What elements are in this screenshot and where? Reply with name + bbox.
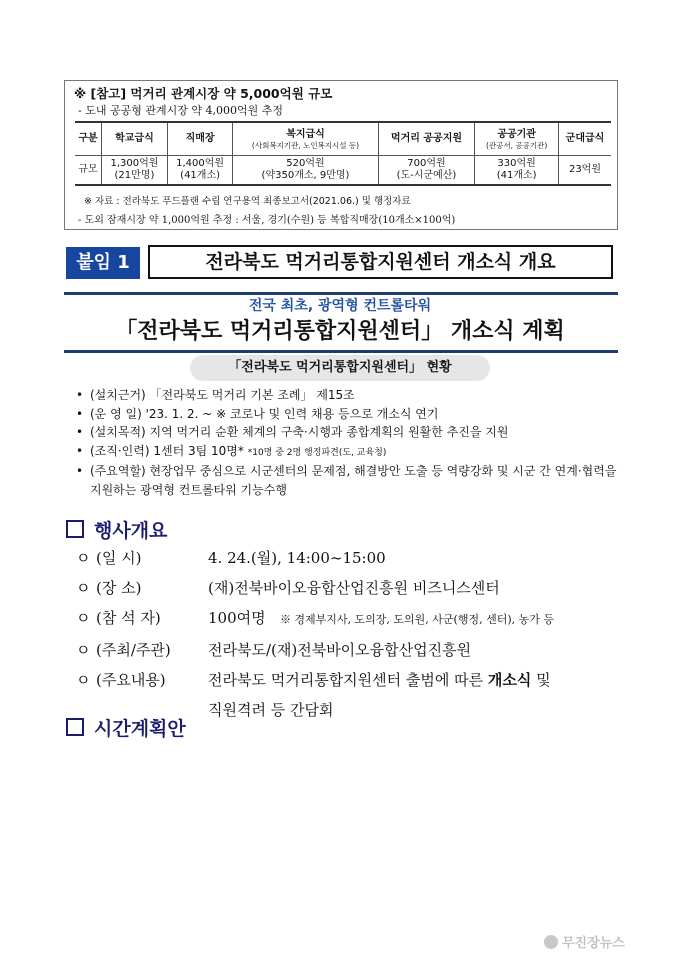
table-header-cell: 구분	[75, 122, 102, 156]
list-item: • (운 영 일) '23. 1. 2. ~ ※ 코로나 및 인력 채용 등으로 개소식 연기	[76, 405, 621, 424]
event-label: (일 시)	[96, 549, 142, 567]
event-value: 전라북도 먹거리통합지원센터 출범에 따른	[208, 671, 488, 689]
table-row	[75, 156, 611, 186]
circle-bullet-icon: ㅇ	[76, 549, 91, 567]
appendix-title: 전라북도 먹거리통합지원센터 개소식 개요	[148, 245, 613, 279]
circle-bullet-icon: ㅇ	[76, 609, 91, 627]
list-item: • (주요역할) 현장업무 중심으로 시군센터의 문제점, 해결방안 도출 등 역량강화 및 시군 간 연계·협력을 지원하는 광역형 컨트롤타워 기능수행	[76, 464, 617, 497]
table-cell: 1,300억원 (21만명)	[102, 156, 168, 186]
section-event-overview: 행사개요	[66, 516, 167, 543]
reference-note: - 도외 잠재시장 약 1,000억원 추정 : 서울, 경기(수원) 등 복합직매장(10개소×100억)	[78, 215, 456, 226]
checkbox-square-icon	[66, 520, 84, 538]
list-item: • (설치목적) 지역 먹거리 순환 체계의 구축·시행과 종합계획의 원활한 추진을 지원	[76, 423, 621, 442]
table-header-cell: 학교급식	[102, 122, 168, 156]
status-list	[76, 386, 621, 499]
bullet-icon: •	[76, 443, 84, 458]
status-heading: 「전라북도 먹거리통합지원센터」 현황	[190, 355, 490, 381]
event-label: (주요내용)	[96, 671, 166, 689]
event-item-host	[76, 635, 636, 665]
market-table	[75, 121, 611, 186]
checkbox-square-icon	[66, 718, 84, 736]
plan-subtitle: 전국 최초, 광역형 컨트롤타워	[248, 298, 432, 314]
table-header-cell: 군대급식	[558, 122, 611, 156]
title-rule-bottom	[64, 350, 618, 353]
event-value: 및	[531, 671, 551, 689]
reference-source: ※ 자료 : 전라북도 푸드플랜 수립 연구용역 최종보고서(2021.06.) 및 행정자료	[84, 196, 411, 207]
reference-subtitle: - 도내 공공형 관계시장 약 4,000억원 추정	[78, 104, 283, 117]
table-header-cell: 복지급식 (사회복지기관, 노인복지시설 등)	[233, 122, 378, 156]
event-label: (주최/주관)	[96, 641, 171, 659]
list-item-note: *10명 중 2명 행정파견(도, 교육청)	[247, 447, 387, 458]
event-note: ※ 경제부지사, 도의장, 도의원, 사군(행정, 센터), 농가 등	[279, 613, 554, 626]
event-label: (참 석 자)	[96, 609, 161, 627]
bullet-icon: •	[76, 406, 84, 421]
table-cell: 700억원 (도-시군예산)	[378, 156, 475, 186]
table-header-cell: 직매장	[167, 122, 233, 156]
logo-icon	[544, 935, 558, 949]
event-value: 전라북도/(재)전북바이오융합산업진흥원	[208, 641, 472, 659]
list-item: • (조직·인력) 1센터 3팀 10명* *10명 중 2명 행정파견(도, 교육청)	[76, 442, 621, 463]
event-value: 4. 24.(월), 14:00~15:00	[208, 549, 386, 567]
event-value: (재)전북바이오융합산업진흥원 비즈니스센터	[208, 579, 500, 597]
event-item-attendees	[76, 603, 636, 635]
event-item-main-content	[76, 665, 636, 695]
bullet-icon: •	[76, 425, 84, 439]
event-item-venue	[76, 573, 636, 603]
section-schedule: 시간계획안	[66, 714, 186, 741]
appendix-tag: 붙임 1	[66, 247, 140, 279]
bullet-icon: •	[76, 464, 84, 478]
circle-bullet-icon: ㅇ	[76, 579, 91, 597]
event-list	[76, 543, 636, 725]
reference-title: ※ [참고] 먹거리 관계시장 약 5,000억원 규모	[74, 86, 333, 101]
table-header-row	[75, 122, 611, 156]
event-label: (장 소)	[96, 579, 142, 597]
event-value: 직원격려 등 간담회	[208, 701, 334, 719]
table-cell: 23억원	[558, 156, 611, 186]
circle-bullet-icon: ㅇ	[76, 641, 91, 659]
plan-title: 「전라북도 먹거리통합지원센터」 개소식 계획	[115, 319, 565, 344]
watermark: 무진장뉴스	[544, 932, 625, 951]
table-header-cell: 공공기관 (관공서, 공공기관)	[475, 122, 559, 156]
table-cell: 1,400억원 (41개소)	[167, 156, 233, 186]
circle-bullet-icon: ㅇ	[76, 671, 91, 689]
table-header-cell: 먹거리 공공지원	[378, 122, 475, 156]
event-value-emphasis: 개소식	[487, 671, 532, 689]
table-cell: 규모	[75, 156, 102, 186]
table-cell: 330억원 (41개소)	[475, 156, 559, 186]
event-item-datetime	[76, 543, 636, 573]
table-cell: 520억원 (약350개소, 9만명)	[233, 156, 378, 186]
list-item: • (설치근거) 「전라북도 먹거리 기본 조례」 제15조	[76, 386, 621, 405]
bullet-icon: •	[76, 388, 84, 402]
event-value: 100여명	[208, 609, 266, 627]
